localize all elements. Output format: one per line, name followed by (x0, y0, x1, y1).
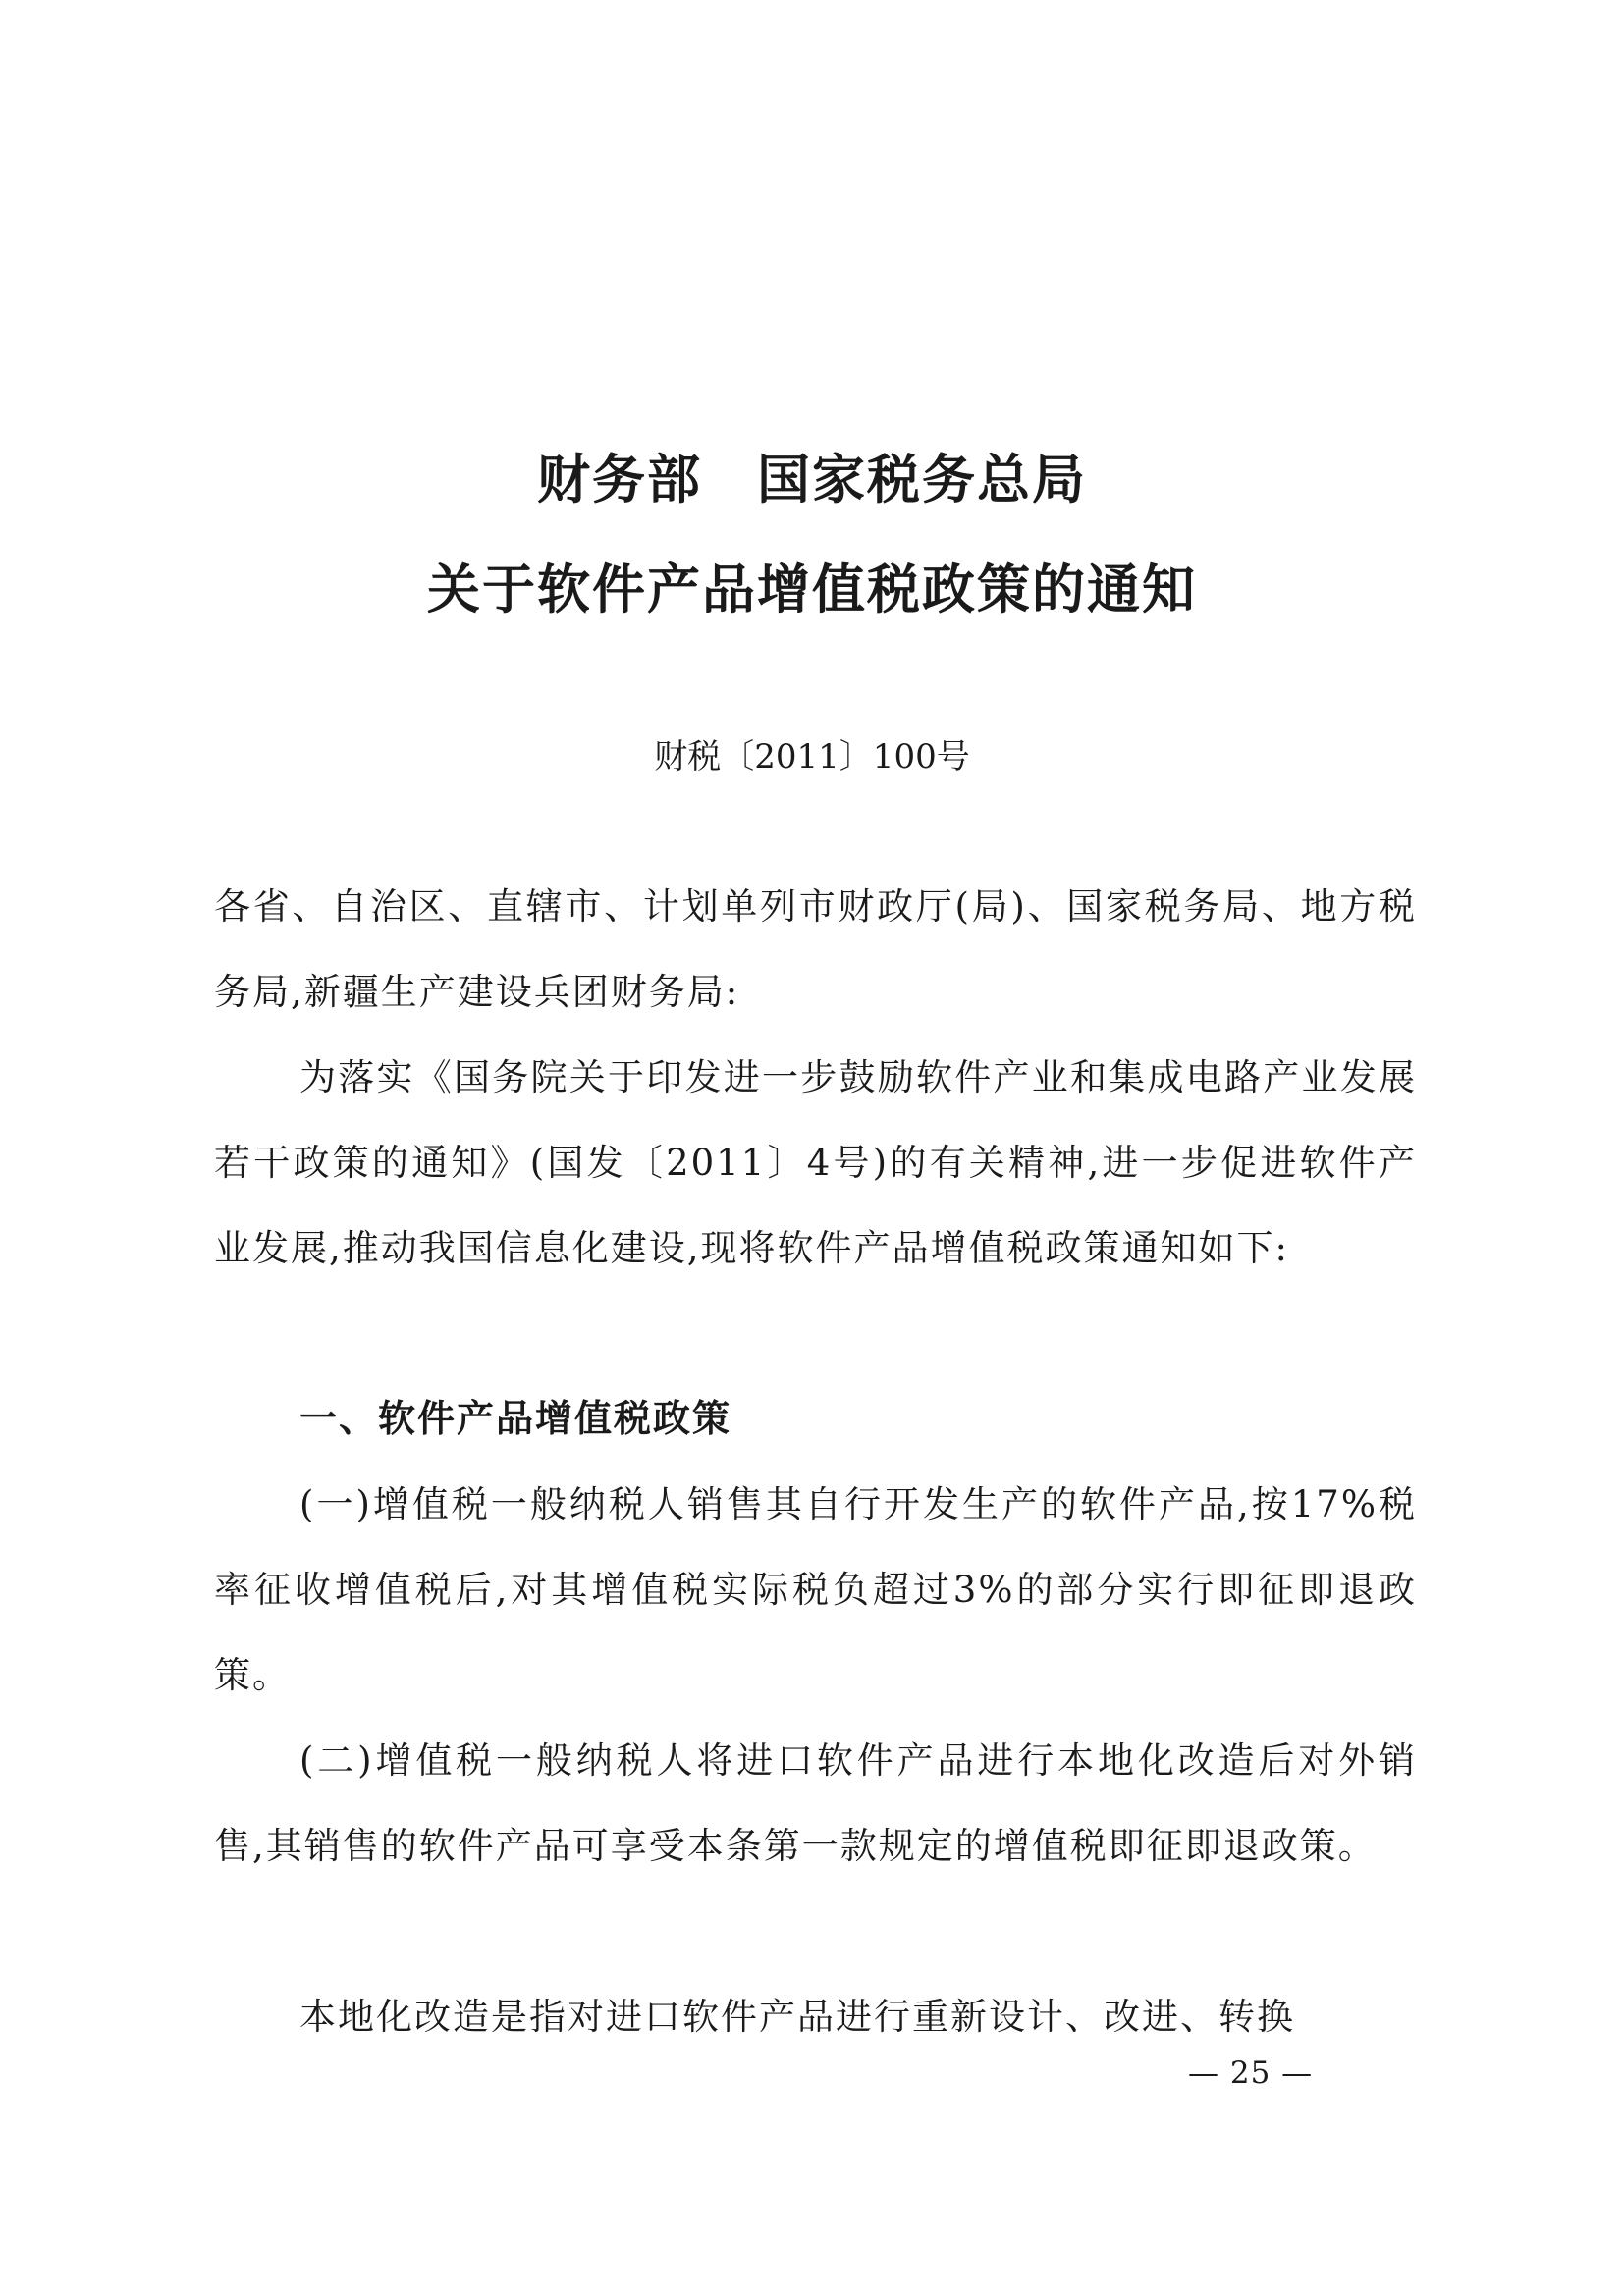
intro-paragraph: 为落实《国务院关于印发进一步鼓励软件产业和集成电路产业发展若干政策的通知》(国发〔2011〕4号)的有关精神,进一步促进软件产业发展,推动我国信息化建设,现将软件产品增值税政策通知如下: (214, 1056, 1417, 1269)
section-heading: 一、软件产品增值税政策 (299, 1397, 732, 1440)
section-item-2: (二)增值税一般纳税人将进口软件产品进行本地化改造后对外销售,其销售的软件产品可享受本条第一款规定的增值税即征即退政策。 (214, 1739, 1417, 1867)
document-number: 财税〔2011〕100号 (654, 737, 970, 776)
document-title-line-1: 财务部 国家税务总局 (537, 449, 1087, 510)
salutation-paragraph: 各省、自治区、直辖市、计划单列市财政厅(局)、国家税务局、地方税务局,新疆生产建设兵团财务局: (214, 885, 1417, 1013)
localization-paragraph: 本地化改造是指对进口软件产品进行重新设计、改进、转换 (299, 1996, 1295, 2038)
document-title-line-2: 关于软件产品增值税政策的通知 (427, 559, 1197, 620)
page-number: — 25 — (1188, 2056, 1314, 2091)
section-item-1: (一)增值税一般纳税人销售其自行开发生产的软件产品,按17%税率征收增值税后,对其增值税实际税负超过3%的部分实行即征即退政策。 (214, 1483, 1417, 1696)
